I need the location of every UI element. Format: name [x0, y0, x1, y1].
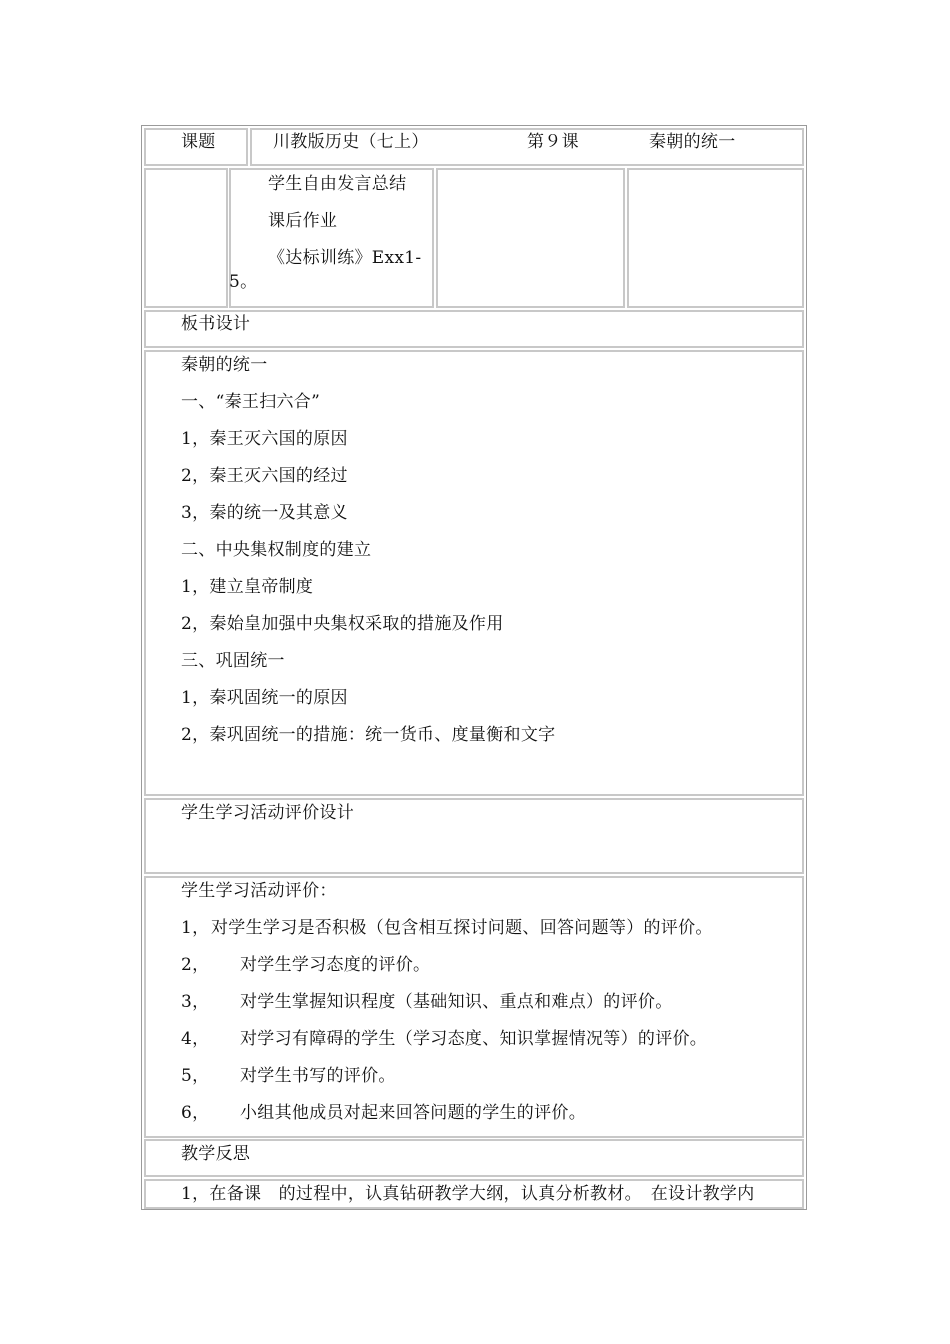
evaluation-heading: 学生学习活动评价： [181, 881, 337, 901]
evaluation-item-number: 5， [181, 1066, 210, 1086]
evaluation-item-text: 对学习有障碍的学生（学习态度、知识掌握情况等）的评价。 [240, 1029, 708, 1049]
homework-detail: 《达标训练》Exx1- [268, 248, 422, 268]
evaluation-item-text: 小组其他成员对起来回答问题的学生的评价。 [240, 1103, 586, 1123]
evaluation-item-number: 2， [181, 955, 210, 975]
board-line: 2，秦王灭六国的经过 [181, 466, 348, 486]
evaluation-design-heading: 学生学习活动评价设计 [181, 803, 354, 823]
evaluation-item-text: 对学生学习是否积极（包含相互探讨问题、回答问题等）的评价。 [211, 918, 713, 938]
evaluation-item-number: 4， [181, 1029, 210, 1049]
activity-cell-3 [436, 168, 625, 308]
homework-label: 课后作业 [268, 211, 338, 231]
evaluation-item-number: 3， [181, 992, 210, 1012]
board-line: 3，秦的统一及其意义 [181, 503, 348, 523]
lesson-number: 第９课 [527, 132, 579, 152]
textbook-name: 川教版历史（七上） [273, 132, 429, 152]
lesson-topic: 秦朝的统一 [649, 132, 736, 152]
activity-summary: 学生自由发言总结 [268, 174, 407, 194]
board-line: 1，秦巩固统一的原因 [181, 688, 348, 708]
board-title: 秦朝的统一 [181, 355, 268, 375]
reflection-clip [146, 1181, 802, 1207]
activity-cell-4 [627, 168, 804, 308]
board-line: 2，秦巩固统一的措施：统一货币、度量衡和文字 [181, 725, 556, 745]
homework-detail-cont: 5。 [229, 272, 258, 292]
evaluation-item-text: 对学生书写的评价。 [240, 1066, 396, 1086]
evaluation-item-number: 1， [181, 918, 210, 938]
evaluation-item-number: 6， [181, 1103, 210, 1123]
reflection-text: 1，在备课 的过程中，认真钻研教学大纲，认真分析教材。 在设计教学内 [181, 1184, 755, 1204]
header-label: 课题 [181, 132, 216, 152]
board-line: 2，秦始皇加强中央集权采取的措施及作用 [181, 614, 504, 634]
reflection-heading: 教学反思 [181, 1144, 251, 1164]
board-line: 二、中央集权制度的建立 [181, 540, 372, 560]
evaluation-item-text: 对学生掌握知识程度（基础知识、重点和难点）的评价。 [240, 992, 673, 1012]
board-heading: 板书设计 [181, 314, 251, 334]
board-line: 三、巩固统一 [181, 651, 285, 671]
board-line: 1，建立皇帝制度 [181, 577, 314, 597]
activity-cell-1 [144, 168, 228, 308]
board-line: 一、“秦王扫六合” [181, 392, 321, 412]
board-line: 1，秦王灭六国的原因 [181, 429, 348, 449]
evaluation-item-text: 对学生学习态度的评价。 [240, 955, 431, 975]
